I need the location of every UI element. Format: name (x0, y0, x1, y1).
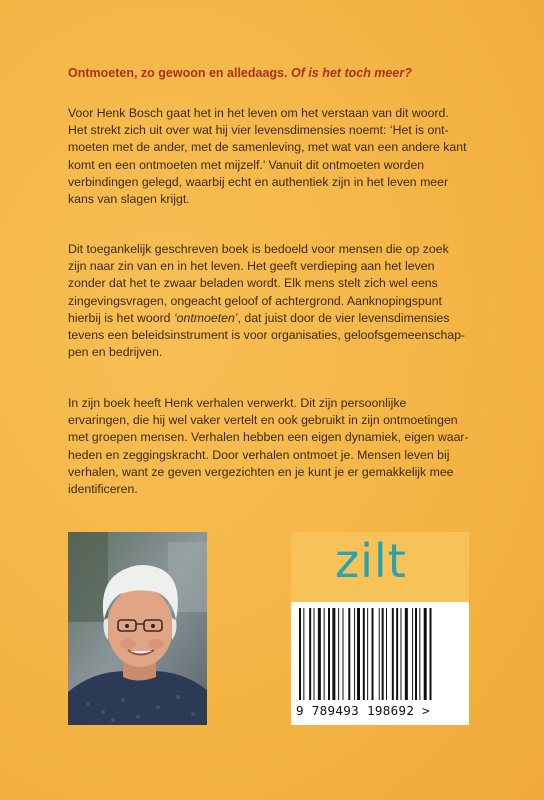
text-line: Het strekt zich uit over wat hij vier levensdimensies noemt: ‘Het is ont- (68, 123, 449, 138)
paragraph-3 (68, 395, 488, 498)
text-line: Dit toegankelijk geschreven boek is bedoeld voor mensen die op zoek (68, 242, 449, 256)
barcode-icon (297, 608, 463, 700)
text-line: moeten met de ander, met de samenleving, met wat van een andere kant (68, 140, 467, 155)
text-line: met groepen mensen. Verhalen hebben een eigen dynamiek, eigen waar- (68, 430, 469, 445)
tagline-question: Of is het toch meer? (290, 66, 412, 80)
publisher-logo-box (291, 532, 469, 602)
text-line: verhalen, want ze geven vergezichten en je kunt je er gemakkelijk mee (68, 464, 454, 479)
text-line: verbindingen gelegd, waarbij echt en authentiek zijn in het leven meer (68, 174, 449, 189)
paragraph-1 (68, 105, 488, 208)
text-line: zijn naar zin van en in het leven. Het geeft verdieping aan het leven (68, 259, 435, 274)
paragraph-2 (68, 241, 488, 361)
text-line: pen en bedrijven. (68, 345, 163, 360)
text-line: zingevingsvragen, ongeacht geloof of achtergrond. Aanknopingspunt (68, 293, 442, 308)
isbn-barcode (291, 602, 469, 725)
text-line: ervaringen, die hij wel vaker vertelt en ook gebruikt in zijn ontmoetingen (68, 413, 458, 428)
text-segment: hierbij is het woord (68, 310, 174, 325)
emphasized-word: ‘ontmoeten’ (173, 310, 238, 325)
tagline (68, 64, 488, 82)
text-line: komt en een ontmoeten met mijzelf.’ Vanuit dit ontmoeten worden (68, 157, 425, 172)
author-photo (68, 532, 207, 725)
text-segment: , dat juist door de vier levensdimensies (237, 310, 450, 325)
publisher-logo: zilt (335, 534, 407, 588)
text-line: In zijn boek heeft Henk verhalen verwerkt. Dit zijn persoonlijke (68, 396, 407, 410)
text-line: zonder dat het te zwaar beladen wordt. Elk mens stelt zich wel eens (68, 276, 438, 291)
text-line: heden en zeggingskracht. Door verhalen ontmoet je. Mensen leven bij (68, 447, 450, 462)
text-line: kans van slagen krijgt. (68, 192, 190, 207)
tagline-main: Ontmoeten, zo gewoon en alledaags. (68, 66, 288, 80)
isbn-number: 9 789493 198692 > (296, 703, 430, 718)
text-line: Voor Henk Bosch gaat het in het leven om het verstaan van dit woord. (68, 106, 449, 120)
text-line (68, 310, 488, 327)
text-line: identificeren. (68, 482, 138, 497)
author-portrait-icon (68, 532, 207, 725)
text-line: tevens een beleidsinstrument is voor organisaties, geloofsgemeenschap- (68, 328, 466, 343)
